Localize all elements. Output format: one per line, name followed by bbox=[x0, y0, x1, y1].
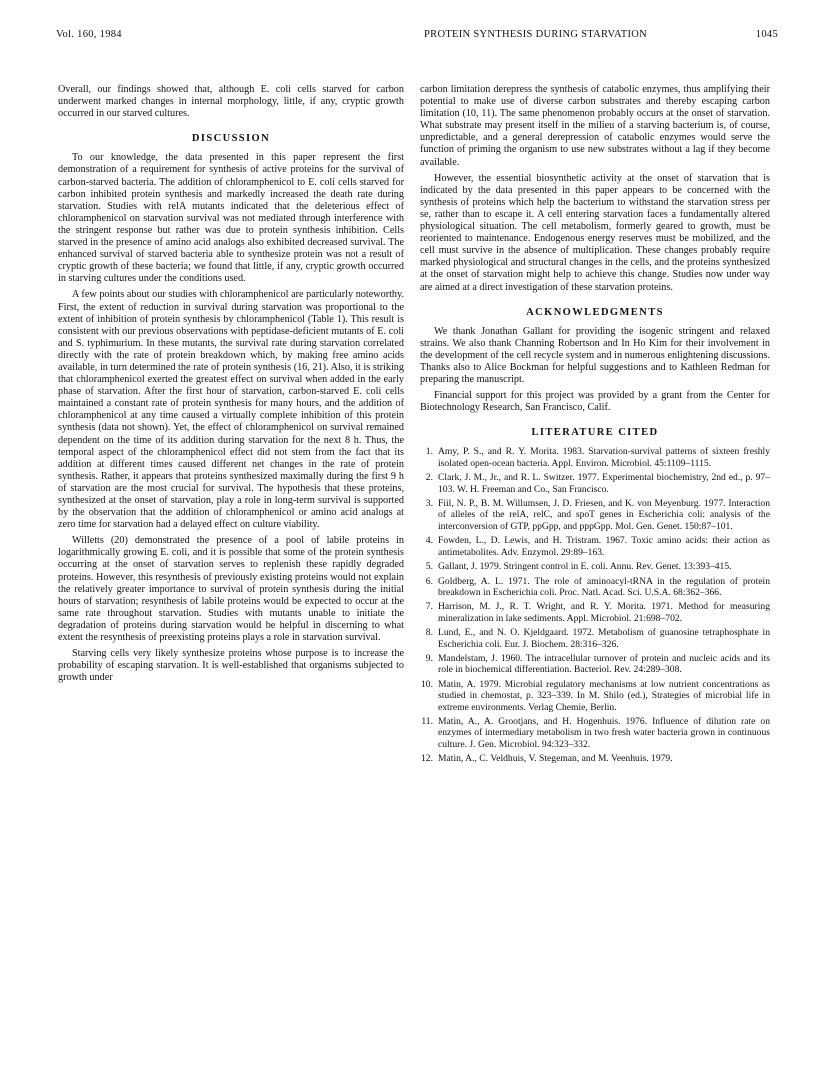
left-column bbox=[58, 84, 404, 684]
continued-paragraph: However, the essential biosynthetic activity at the onset of starvation that is indicated by the data presented in this paper appears to be concerned with the synthesis of proteins which help the bacterium to withstand the starvation stress per se, rather than to escape it. A cell entering starvation faces a fundamentally altered physiological situation. The cell metabolism, formerly geared to growth, must be reoriented to maintenance. Endogenous energy reserves must be mobilized, and the cell must survive in the absence of multiplication. These changes probably require marked physiological and structural changes in the cells, and the proteins synthesized at the onset of starvation might help to achieve this change. Studies now under way are aimed at a direct investigation of these starvation proteins. bbox=[420, 172, 770, 293]
reference-item bbox=[420, 653, 770, 676]
page-number: 1045 bbox=[755, 29, 778, 40]
reference-number: 2. bbox=[425, 472, 433, 484]
discussion-paragraph: Starving cells very likely synthesize proteins whose purpose is to increase the probability of escaping starvation. It is well-established that organisms subjected to growth under bbox=[58, 648, 404, 684]
reference-number: 10. bbox=[421, 678, 433, 690]
reference-text: Fowden, L., D. Lewis, and H. Tristram. 1967. Toxic amino acids: their action as antimetabolites. Adv. Enzymol. 29:89–163. bbox=[438, 535, 770, 558]
reference-number: 9. bbox=[425, 652, 433, 664]
acknowledgments-heading: ACKNOWLEDGMENTS bbox=[526, 306, 664, 318]
reference-item bbox=[420, 716, 770, 750]
reference-text: Amy, P. S., and R. Y. Morita. 1983. Starvation-survival patterns of sixteen freshly isolated open-ocean bacteria. Appl. Environ. Microbiol. 45:1109–1115. bbox=[438, 446, 770, 469]
reference-item bbox=[420, 535, 770, 558]
discussion-heading: DISCUSSION bbox=[191, 133, 271, 145]
reference-item bbox=[420, 446, 770, 469]
reference-number: 6. bbox=[425, 575, 433, 587]
acknowledgments-paragraph: Financial support for this project was provided by a grant from the Center for Biotechnology Research, San Francisco, Calif. bbox=[420, 390, 770, 414]
reference-text: Fiil, N. P., B. M. Willumsen, J. D. Friesen, and K. von Meyenburg. 1977. Interaction of alleles of the relA, relC, and spoT genes in Escherichia coli: analysis of the interconversion of GTP, ppGpp, and pppGpp. Mol. Gen. Genet. 150:87–101. bbox=[438, 498, 770, 532]
reference-text: Gallant, J. 1979. Stringent control in E. coli. Annu. Rev. Genet. 13:393–415. bbox=[438, 561, 732, 573]
acknowledgments-paragraph: We thank Jonathan Gallant for providing the isogenic stringent and relaxed strains. We also thank Channing Robertson and In Ho Kim for their involvement in the development of the cell recycle system and in numerous enlightening discussions. Thanks also to Alice Bockman for helpful suggestions and to Kathleen Redman for preparing the manuscript. bbox=[420, 325, 770, 386]
running-title: PROTEIN SYNTHESIS DURING STARVATION bbox=[424, 29, 648, 40]
reference-number: 11. bbox=[421, 715, 433, 727]
reference-text: Matin, A., C. Veldhuis, V. Stegeman, and M. Veenhuis. 1979. bbox=[438, 753, 673, 765]
right-column bbox=[420, 84, 770, 768]
reference-text: Clark, J. M., Jr., and R. L. Switzer. 1977. Experimental biochemistry, 2nd ed., p. 97–103. W. H. Freeman and Co., San Francisco. bbox=[438, 472, 770, 495]
reference-text: Lund, E., and N. O. Kjeldgaard. 1972. Metabolism of guanosine tetraphosphate in Escherichia coli. Eur. J. Biochem. 28:316–326. bbox=[438, 627, 770, 650]
intro-paragraph: Overall, our findings showed that, although E. coli cells starved for carbon underwent marked changes in internal morphology, little, if any, cryptic growth occurred in our starved cultures. bbox=[58, 84, 404, 120]
discussion-paragraph: Willetts (20) demonstrated the presence of a pool of labile proteins in logarithmically growing E. coli, and it is possible that some of the protein synthesis occurring at the onset of starvation serves to replenish these rapidly degraded proteins. However, this resynthesis of previously existing proteins would not explain the relatively greater importance to survival of protein synthesis during the initial hours of starvation; resynthesis of labile proteins would be expected to occur at the same rate throughout starvation. Studies with mutants unable to initiate the degradation of proteins during starvation would be helpful in discerning to what extent the resynthesis of preexisting proteins plays a role in starvation survival. bbox=[58, 535, 404, 644]
reference-text: Matin, A. 1979. Microbial regulatory mechanisms at low nutrient concentrations as studied in chemostat, p. 323–339. In M. Shilo (ed.), Strategies of microbial life in extreme environments. Verlag Chemie, Berlin. bbox=[438, 678, 770, 713]
reference-text: Goldberg, A. L. 1971. The role of aminoacyl-tRNA in the regulation of protein breakdown in Escherichia coli. Proc. Natl. Acad. Sci. U.S.A. 68:362–366. bbox=[438, 575, 770, 598]
reference-number: 8. bbox=[425, 627, 433, 639]
reference-item bbox=[420, 679, 770, 713]
reference-item bbox=[420, 601, 770, 624]
reference-item bbox=[420, 561, 770, 572]
volume-label: Vol. 160, 1984 bbox=[56, 29, 122, 40]
continued-paragraph: carbon limitation derepress the synthesis of catabolic enzymes, thus amplifying their potential to make use of diverse carbon substrates and thereby escaping carbon limitation (10, 11). The same phenomenon probably occurs at the onset of starvation. What substrate may present itself in the milieu of a starving bacterium is, of course, unpredictable, and a general derepression of catabolic enzymes would serve the function of priming the organism to use new substrates without a lag if they become available. bbox=[420, 84, 770, 168]
reference-item bbox=[420, 498, 770, 532]
reference-number: 1. bbox=[425, 446, 433, 458]
discussion-paragraph: To our knowledge, the data presented in this paper represent the first demonstration of a requirement for synthesis of active proteins for the survival of carbon-starved bacteria. The addition of chloramphenicol to E. coli cells starved for carbon inhibited protein synthesis and markedly increased the death rate during starvation. Studies with relA mutants indicated that the deleterious effect of chloramphenicol on starvation survival was not mediated through interference with the stringent response but rather was due to protein synthesis inhibition. Cells starved in the presence of amino acid analogs also exhibited decreased survival. The enhanced survival of starved bacteria able to synthesize protein was not a result of cryptic growth of these bacteria; we found that little, if any, cryptic growth occurred in starving cultures under the conditions used. bbox=[58, 152, 404, 285]
reference-item bbox=[420, 576, 770, 599]
reference-item bbox=[420, 627, 770, 650]
reference-item bbox=[420, 472, 770, 495]
reference-text: Matin, A., A. Grootjans, and H. Hogenhuis. 1976. Influence of dilution rate on enzymes of intermediary metabolism in two fresh water bacteria grown in continuous culture. J. Gen. Microbiol. 94:323–332. bbox=[438, 715, 770, 750]
reference-number: 5. bbox=[425, 561, 433, 573]
reference-number: 7. bbox=[425, 601, 433, 613]
reference-number: 4. bbox=[425, 535, 433, 547]
running-header bbox=[56, 29, 778, 45]
reference-list bbox=[420, 446, 770, 764]
literature-cited-heading: LITERATURE CITED bbox=[531, 427, 659, 439]
reference-item bbox=[420, 753, 770, 764]
reference-text: Harrison, M. J., R. T. Wright, and R. Y. Morita. 1971. Method for measuring mineralization in lake sediments. Appl. Microbiol. 21:698–702. bbox=[438, 601, 770, 624]
reference-text: Mandelstam, J. 1960. The intracellular turnover of protein and nucleic acids and its role in biochemical differentiation. Bacteriol. Rev. 24:289–308. bbox=[438, 652, 770, 676]
discussion-paragraph: A few points about our studies with chloramphenicol are particularly noteworthy. First, the extent of reduction in survival during starvation was proportional to the extent of inhibition of protein synthesis by chloramphenicol (Table 1). This result is consistent with our previous observations with peptidase-deficient mutants of E. coli and S. typhimurium. In these mutants, the survival rate during starvation correlated directly with the rate of protein breakdown which, by making free amino acids available, in turn determined the rate of protein synthesis (16, 21). Also, it is striking that chloramphenicol exerted the greatest effect on survival when added in the early phase of starvation. After the first hour of starvation, carbon-starved E. coli cells maintained a constant rate of protein synthesis for many hours, and the addition of chloramphenicol at any time caused a virtually complete inhibition of this protein synthesis (data not shown). Yet, the effect of chloramphenicol on survival remained dependent on the time of its addition during starvation for the next 8 h. Thus, the temporal aspect of the chloramphenicol effect did not stem from the fact that its addition at different times caused different net changes in the rate of protein synthesis. Rather, it appears that proteins synthesized maximally during the first 9 h of starvation are the most crucial for survival. The hypothesis that these proteins, synthesized at the onset of starvation, play a role in long-term survival is supported by the observation that the addition of chloramphenicol or amino acid analogs at zero time for starvation had a delayed effect on culture viability. bbox=[58, 289, 404, 531]
reference-number: 3. bbox=[425, 498, 433, 510]
reference-number: 12. bbox=[421, 753, 433, 765]
